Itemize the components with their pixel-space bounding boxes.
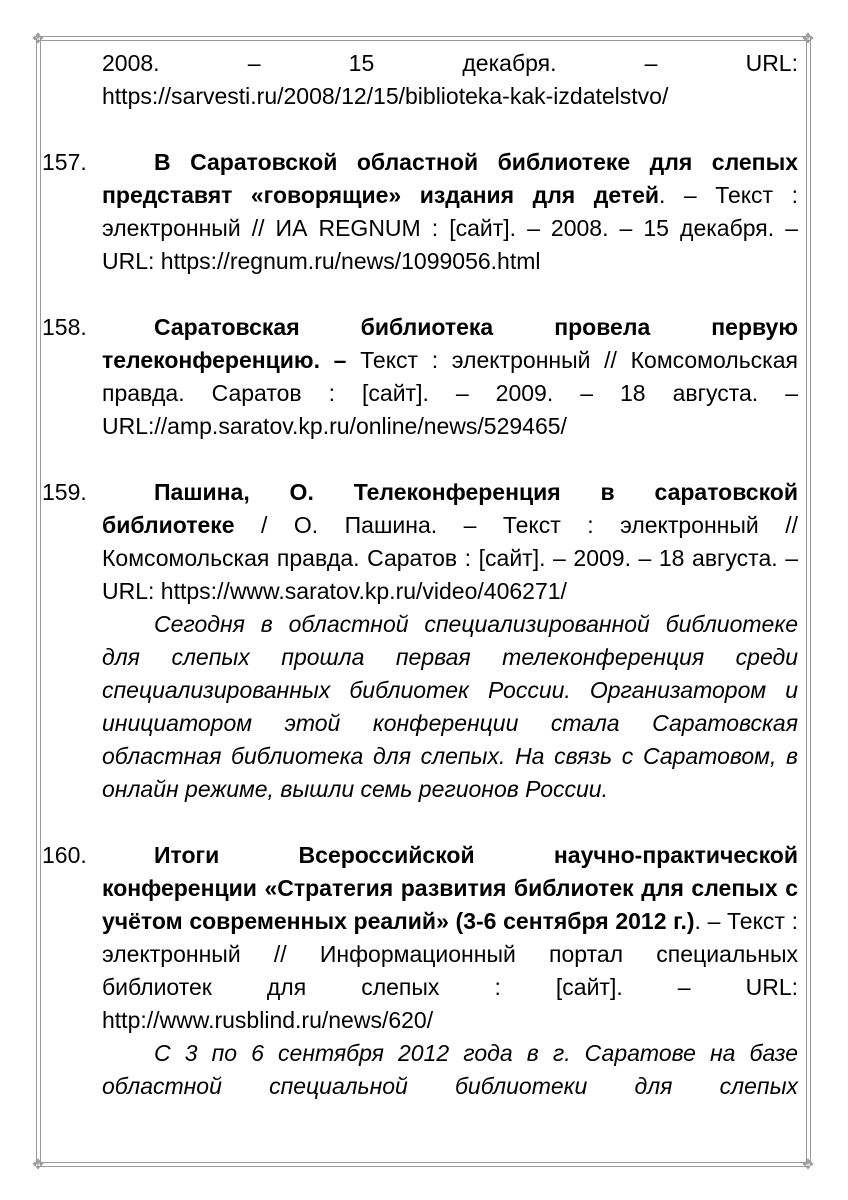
- entry-text: [102, 476, 798, 608]
- bibliography-entry: [42, 476, 798, 806]
- continuation-line-2: https://sarvesti.ru/2008/12/15/biblioteka-kak-izdatelstvo/: [102, 83, 669, 109]
- page-frame-left: [36, 38, 41, 1164]
- entry-citation: . – Текст : электронный // Информационный портал специальных библиотек для слепых : [сайт]. – URL: http://www.rusblind.ru/news/620/: [102, 908, 799, 1033]
- entry-annotation: С 3 по 6 сентября 2012 года в г. Саратове на базе областной специальной библиотеки для слепых: [102, 1040, 798, 1099]
- bibliography-entry: [42, 146, 798, 278]
- entry-text: [102, 839, 798, 1037]
- entry-title: Саратовская библиотека провела первую телеконференцию. –: [102, 314, 798, 373]
- document-body: [42, 47, 798, 1103]
- entry-title: Итоги Всероссийской научно-практической конференции «Стратегия развития библиотек для слепых с учётом современных реалий» (3-6 сентября 2012 г.): [102, 842, 798, 934]
- entry-number: 157.: [42, 149, 87, 175]
- entry-citation: Текст : электронный // Комсомольская правда. Саратов : [сайт]. – 2009. – 18 августа. – URL://amp.saratov.kp.ru/online/news/529465/: [102, 347, 798, 439]
- bibliography-entry: [42, 839, 798, 1103]
- entry-citation: . – Текст : электронный // ИА REGNUM : [сайт]. – 2008. – 15 декабря. – URL: https://regnum.ru/news/1099056.html: [102, 182, 798, 274]
- bibliography-entry: [42, 311, 798, 443]
- entry-citation: / О. Пашина. – Текст : электронный // Комсомольская правда. Саратов : [сайт]. – 2009. – 18 августа. – URL: https://www.saratov.kp.ru/video/406271/: [102, 512, 798, 604]
- entry-title: В Саратовской областной библиотеке для слепых представят «говорящие» издания для детей: [102, 149, 798, 208]
- entry-title: Пашина, О. Телеконференция в саратовской библиотеке: [102, 479, 798, 538]
- continuation-block: [42, 47, 798, 113]
- page-frame-bottom: [36, 1162, 810, 1167]
- continuation-line-1: 2008. – 15 декабря. – URL:: [102, 50, 798, 76]
- entry-text: [102, 311, 798, 443]
- frame-corner-ornament-icon: ✥: [32, 30, 44, 46]
- frame-corner-ornament-icon: ✥: [802, 1156, 814, 1172]
- entry-number: 160.: [42, 842, 87, 868]
- frame-corner-ornament-icon: ✥: [32, 1156, 44, 1172]
- entry-text: [102, 146, 798, 278]
- page-frame-top: [36, 36, 810, 41]
- entry-number: 159.: [42, 479, 87, 505]
- entry-annotation: Сегодня в областной специализированной библиотеке для слепых прошла первая телеконференция среди специализированных библиотек России. Организатором и инициатором этой конференции стала Саратовская областная библиотека для слепых. На связь с Саратовом, в онлайн режиме, вышли семь регионов России.: [102, 611, 798, 802]
- frame-corner-ornament-icon: ✥: [802, 30, 814, 46]
- entry-number: 158.: [42, 314, 87, 340]
- page-frame-right: [806, 38, 811, 1164]
